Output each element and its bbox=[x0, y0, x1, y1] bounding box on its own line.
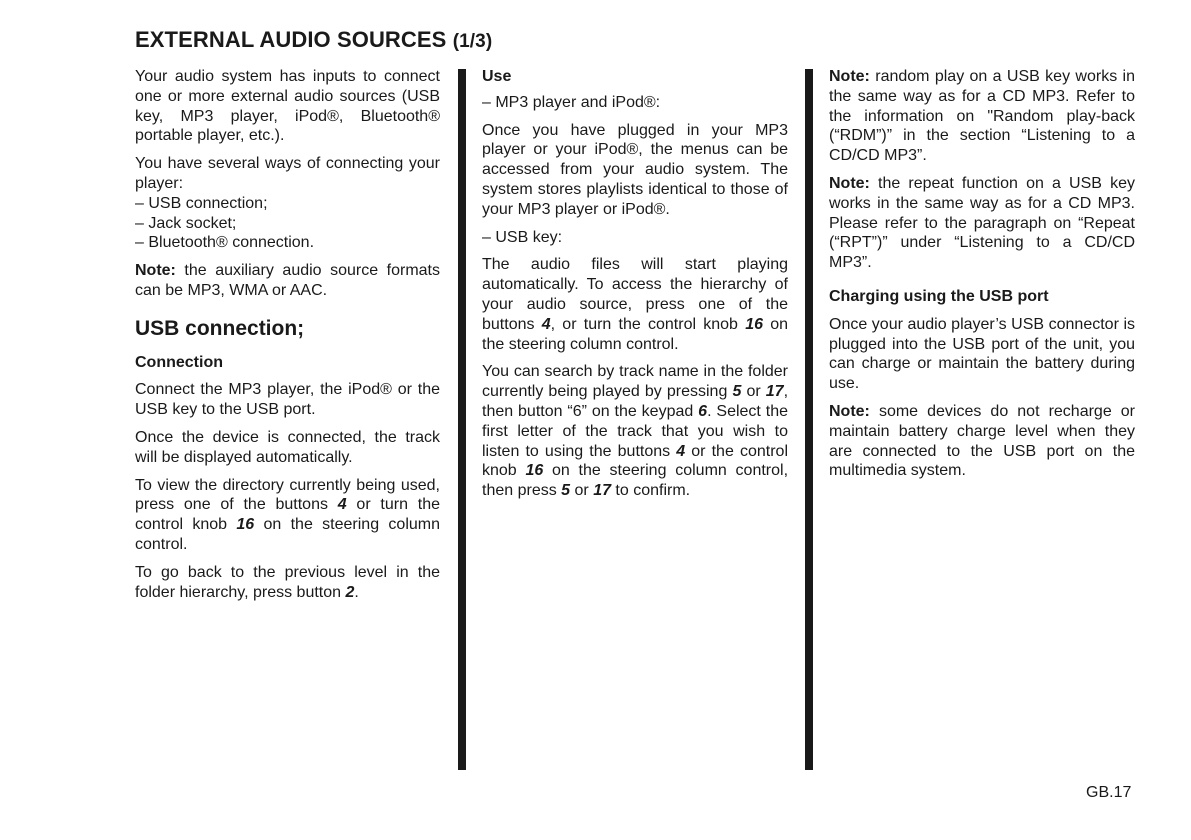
knob-ref: 16 bbox=[745, 315, 763, 333]
connect-paragraph: Connect the MP3 player, the iPod® or the USB key to the USB port. bbox=[135, 381, 440, 419]
text-span: To go back to the previous level in the folder hierarchy, press button bbox=[135, 563, 440, 601]
note-text: random play on a USB key works in the same way as for a CD MP3. Refer to the information on "Random play-back (“RDM”)” in the section “Listening to a CD/CD MP3”. bbox=[829, 68, 1135, 165]
button-ref: 6 bbox=[698, 402, 708, 420]
recharge-note bbox=[829, 402, 1135, 481]
text-span: . Select the first letter of the track that you wish to listen to using the buttons bbox=[482, 402, 788, 460]
text-span: or the control knob bbox=[482, 442, 788, 480]
use-heading: Use bbox=[482, 68, 512, 85]
column-left bbox=[135, 67, 440, 610]
charging-heading: Charging using the USB port bbox=[829, 287, 1049, 305]
list-item: – USB connection; bbox=[135, 194, 268, 212]
search-paragraph bbox=[482, 362, 788, 501]
button-ref: 2 bbox=[345, 583, 355, 601]
text-span: To view the directory currently being used, press one of the buttons bbox=[135, 476, 440, 514]
note-label: Note: bbox=[829, 174, 870, 192]
charging-paragraph: Once your audio player’s USB connector is plugged into the USB port of the unit, you can charge or maintain the battery during use. bbox=[829, 315, 1135, 393]
note-text: some devices do not recharge or maintain battery charge level when they are connected to the USB port on the multimedia system. bbox=[829, 402, 1135, 480]
button-ref: 5 bbox=[732, 383, 742, 401]
list-item: – Bluetooth® connection. bbox=[135, 234, 315, 252]
text-span: or turn the control knob bbox=[135, 496, 441, 534]
text-span: to confirm. bbox=[610, 482, 691, 500]
note-text: the auxiliary audio source formats can be MP3, WMA or AAC. bbox=[135, 262, 440, 299]
button-ref: 4 bbox=[337, 496, 347, 514]
note-text: the repeat function on a USB key works in the same way as for a CD MP3. Please refer to the paragraph on “Repeat (“RPT”)” under “Listening to a CD/CD MP3”. bbox=[829, 174, 1135, 272]
column-divider-right bbox=[805, 69, 813, 770]
mp3-label: – MP3 player and iPod®: bbox=[482, 93, 661, 111]
knob-ref: 16 bbox=[525, 462, 544, 480]
page-indicator: (1/3) bbox=[452, 31, 493, 52]
random-play-note bbox=[829, 67, 1135, 166]
column-divider-left bbox=[458, 69, 466, 770]
view-directory-paragraph bbox=[135, 476, 440, 555]
ways-intro: You have several ways of connecting your player: bbox=[135, 155, 440, 192]
button-ref: 4 bbox=[541, 315, 551, 333]
text-span: or bbox=[570, 482, 594, 500]
connection-heading: Connection bbox=[135, 353, 223, 371]
text-span: on the steering column control, then press bbox=[482, 462, 789, 500]
button-ref: 4 bbox=[676, 442, 686, 460]
text-span: on the steering column control. bbox=[482, 315, 789, 353]
text-span: , then button “6” on the keypad bbox=[482, 383, 789, 420]
usb-key-label: – USB key: bbox=[482, 228, 563, 246]
once-paragraph: Once the device is connected, the track will be displayed automatically. bbox=[135, 428, 440, 466]
format-note bbox=[135, 261, 440, 301]
text-span: on the steering column control. bbox=[135, 516, 441, 553]
page-number: GB.17 bbox=[1086, 784, 1132, 801]
column-middle bbox=[482, 67, 788, 509]
note-label: Note: bbox=[829, 68, 870, 85]
button-ref: 5 bbox=[561, 482, 571, 500]
intro-paragraph: Your audio system has inputs to connect one or more external audio sources (USB key, MP3 player, iPod®, Bluetooth® portable player, etc.). bbox=[135, 68, 440, 145]
connection-ways-list bbox=[135, 194, 440, 253]
list-item: – Jack socket; bbox=[135, 214, 237, 232]
go-back-paragraph bbox=[135, 563, 440, 603]
text-span: You can search by track name in the folder currently being played by pressing bbox=[482, 363, 788, 401]
text-span: or bbox=[741, 383, 766, 401]
button-ref: 17 bbox=[593, 482, 611, 500]
text-span: , or turn the control knob bbox=[550, 315, 746, 333]
repeat-note bbox=[829, 174, 1135, 273]
note-label: Note: bbox=[135, 262, 176, 280]
mp3-paragraph: Once you have plugged in your MP3 player or your iPod®, the menus can be accessed from your audio system. The system stores playlists identical to those of your MP3 player or iPod®. bbox=[482, 121, 788, 218]
knob-ref: 16 bbox=[236, 516, 255, 534]
title-text: EXTERNAL AUDIO SOURCES bbox=[135, 27, 447, 52]
section-title-usb: USB connection; bbox=[135, 316, 305, 340]
text-span: The audio files will start playing automatically. To access the hierarchy of your audio source, press one of the buttons bbox=[482, 256, 788, 333]
auto-play-paragraph bbox=[482, 255, 788, 354]
button-ref: 17 bbox=[765, 383, 784, 401]
page-title bbox=[135, 27, 492, 53]
column-right bbox=[829, 67, 1135, 489]
text-span: . bbox=[354, 583, 359, 601]
note-label: Note: bbox=[829, 402, 870, 420]
